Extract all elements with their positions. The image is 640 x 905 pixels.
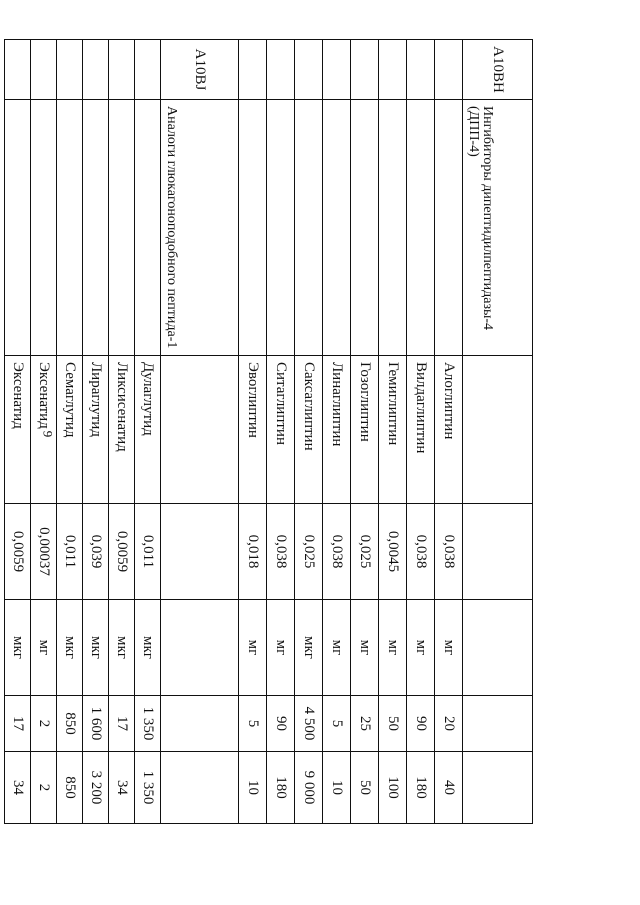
coefficient: 0,011 <box>135 504 161 600</box>
dose-1: 17 <box>5 696 31 752</box>
coefficient: 0,0059 <box>5 504 31 600</box>
group-header-row <box>161 40 239 824</box>
dose-1: 1 350 <box>135 696 161 752</box>
dose-1: 17 <box>109 696 135 752</box>
drug-table-body <box>5 40 533 824</box>
dose-2: 2 <box>31 752 57 824</box>
unit: мг <box>31 600 57 696</box>
empty-cell <box>161 752 239 824</box>
group-name-empty <box>31 100 57 356</box>
substance-name: Дулаглутид <box>135 356 161 504</box>
atc-code-empty <box>31 40 57 100</box>
unit: мг <box>323 600 351 696</box>
atc-code-empty <box>109 40 135 100</box>
dose-1: 20 <box>435 696 463 752</box>
coefficient: 0,00037 <box>31 504 57 600</box>
dose-1: 5 <box>239 696 267 752</box>
coefficient: 0,0059 <box>109 504 135 600</box>
empty-cell <box>463 504 533 600</box>
table-row <box>323 40 351 824</box>
substance-name: Вилдаглиптин <box>407 356 435 504</box>
table-row <box>407 40 435 824</box>
table-row <box>57 40 83 824</box>
coefficient: 0,039 <box>83 504 109 600</box>
group-name-empty <box>435 100 463 356</box>
unit: мг <box>407 600 435 696</box>
atc-code-empty <box>435 40 463 100</box>
empty-cell <box>161 696 239 752</box>
group-name-empty <box>407 100 435 356</box>
table-row <box>135 40 161 824</box>
dose-1: 850 <box>57 696 83 752</box>
dose-1: 1 600 <box>83 696 109 752</box>
coefficient: 0,038 <box>267 504 295 600</box>
table-row <box>5 40 31 824</box>
atc-code-empty <box>379 40 407 100</box>
dose-2: 40 <box>435 752 463 824</box>
dose-2: 850 <box>57 752 83 824</box>
table-row <box>267 40 295 824</box>
table-row <box>435 40 463 824</box>
unit: мг <box>239 600 267 696</box>
coefficient: 0,038 <box>323 504 351 600</box>
unit: мкг <box>57 600 83 696</box>
group-name-empty <box>83 100 109 356</box>
substance-name: Алоглиптин <box>435 356 463 504</box>
unit: мг <box>267 600 295 696</box>
coefficient: 0,038 <box>407 504 435 600</box>
atc-code: A10BJ <box>161 40 239 100</box>
coefficient: 0,018 <box>239 504 267 600</box>
atc-code-empty <box>267 40 295 100</box>
dose-2: 9 000 <box>295 752 323 824</box>
dose-2: 10 <box>323 752 351 824</box>
empty-cell <box>463 600 533 696</box>
dose-1: 5 <box>323 696 351 752</box>
substance-name: Семаглутид <box>57 356 83 504</box>
unit: мкг <box>83 600 109 696</box>
dose-2: 180 <box>407 752 435 824</box>
substance-name: Ситаглиптин <box>267 356 295 504</box>
substance-name: Гемиглиптин <box>379 356 407 504</box>
group-name-empty <box>267 100 295 356</box>
rotated-table-container <box>10 39 533 823</box>
dose-2: 50 <box>351 752 379 824</box>
atc-code-empty <box>323 40 351 100</box>
table-row <box>379 40 407 824</box>
table-row <box>31 40 57 824</box>
atc-code-empty <box>295 40 323 100</box>
table-row <box>83 40 109 824</box>
unit: мкг <box>5 600 31 696</box>
unit: мг <box>351 600 379 696</box>
unit: мкг <box>135 600 161 696</box>
dose-2: 180 <box>267 752 295 824</box>
dose-1: 90 <box>267 696 295 752</box>
atc-code-empty <box>135 40 161 100</box>
dose-2: 34 <box>109 752 135 824</box>
dose-1: 50 <box>379 696 407 752</box>
group-name-empty <box>351 100 379 356</box>
atc-code-empty <box>239 40 267 100</box>
group-name-empty <box>379 100 407 356</box>
dose-2: 1 350 <box>135 752 161 824</box>
atc-code: A10BH <box>463 40 533 100</box>
group-name-empty <box>5 100 31 356</box>
unit: мкг <box>109 600 135 696</box>
substance-name: Эвоглиптин <box>239 356 267 504</box>
group-name-empty <box>239 100 267 356</box>
dose-1: 4 500 <box>295 696 323 752</box>
unit: мг <box>379 600 407 696</box>
table-row <box>295 40 323 824</box>
atc-code-empty <box>351 40 379 100</box>
coefficient: 0,025 <box>351 504 379 600</box>
substance-name: Эксенатид <box>31 356 57 504</box>
substance-name: Ликсисенатид <box>109 356 135 504</box>
group-header-row <box>463 40 533 824</box>
group-name-empty <box>135 100 161 356</box>
atc-code-empty <box>5 40 31 100</box>
substance-name: Лираглутид <box>83 356 109 504</box>
empty-cell <box>463 752 533 824</box>
table-row <box>239 40 267 824</box>
dose-2: 34 <box>5 752 31 824</box>
substance-name: Гозоглиптин <box>351 356 379 504</box>
dose-1: 2 <box>31 696 57 752</box>
atc-code-empty <box>57 40 83 100</box>
empty-cell <box>161 356 239 504</box>
dose-1: 90 <box>407 696 435 752</box>
empty-cell <box>463 356 533 504</box>
atc-code-empty <box>407 40 435 100</box>
drug-table <box>4 39 533 824</box>
dose-2: 100 <box>379 752 407 824</box>
substance-name: Саксаглиптин <box>295 356 323 504</box>
dose-1: 25 <box>351 696 379 752</box>
coefficient: 0,025 <box>295 504 323 600</box>
empty-cell <box>463 696 533 752</box>
table-row <box>351 40 379 824</box>
page-number: 9 <box>40 430 56 438</box>
group-name-empty <box>57 100 83 356</box>
dose-2: 3 200 <box>83 752 109 824</box>
substance-name: Эксенатид <box>5 356 31 504</box>
group-name-empty <box>323 100 351 356</box>
coefficient: 0,0045 <box>379 504 407 600</box>
empty-cell <box>161 600 239 696</box>
group-name-empty <box>109 100 135 356</box>
substance-name: Линаглиптин <box>323 356 351 504</box>
group-name: Аналоги глюкагоноподобного пептида-1 <box>161 100 239 356</box>
atc-code-empty <box>83 40 109 100</box>
unit: мкг <box>295 600 323 696</box>
unit: мг <box>435 600 463 696</box>
group-name-empty <box>295 100 323 356</box>
coefficient: 0,011 <box>57 504 83 600</box>
group-name: Ингибиторы дипептидилпептидазы-4 (ДПП-4) <box>463 100 533 356</box>
coefficient: 0,038 <box>435 504 463 600</box>
empty-cell <box>161 504 239 600</box>
table-row <box>109 40 135 824</box>
dose-2: 10 <box>239 752 267 824</box>
